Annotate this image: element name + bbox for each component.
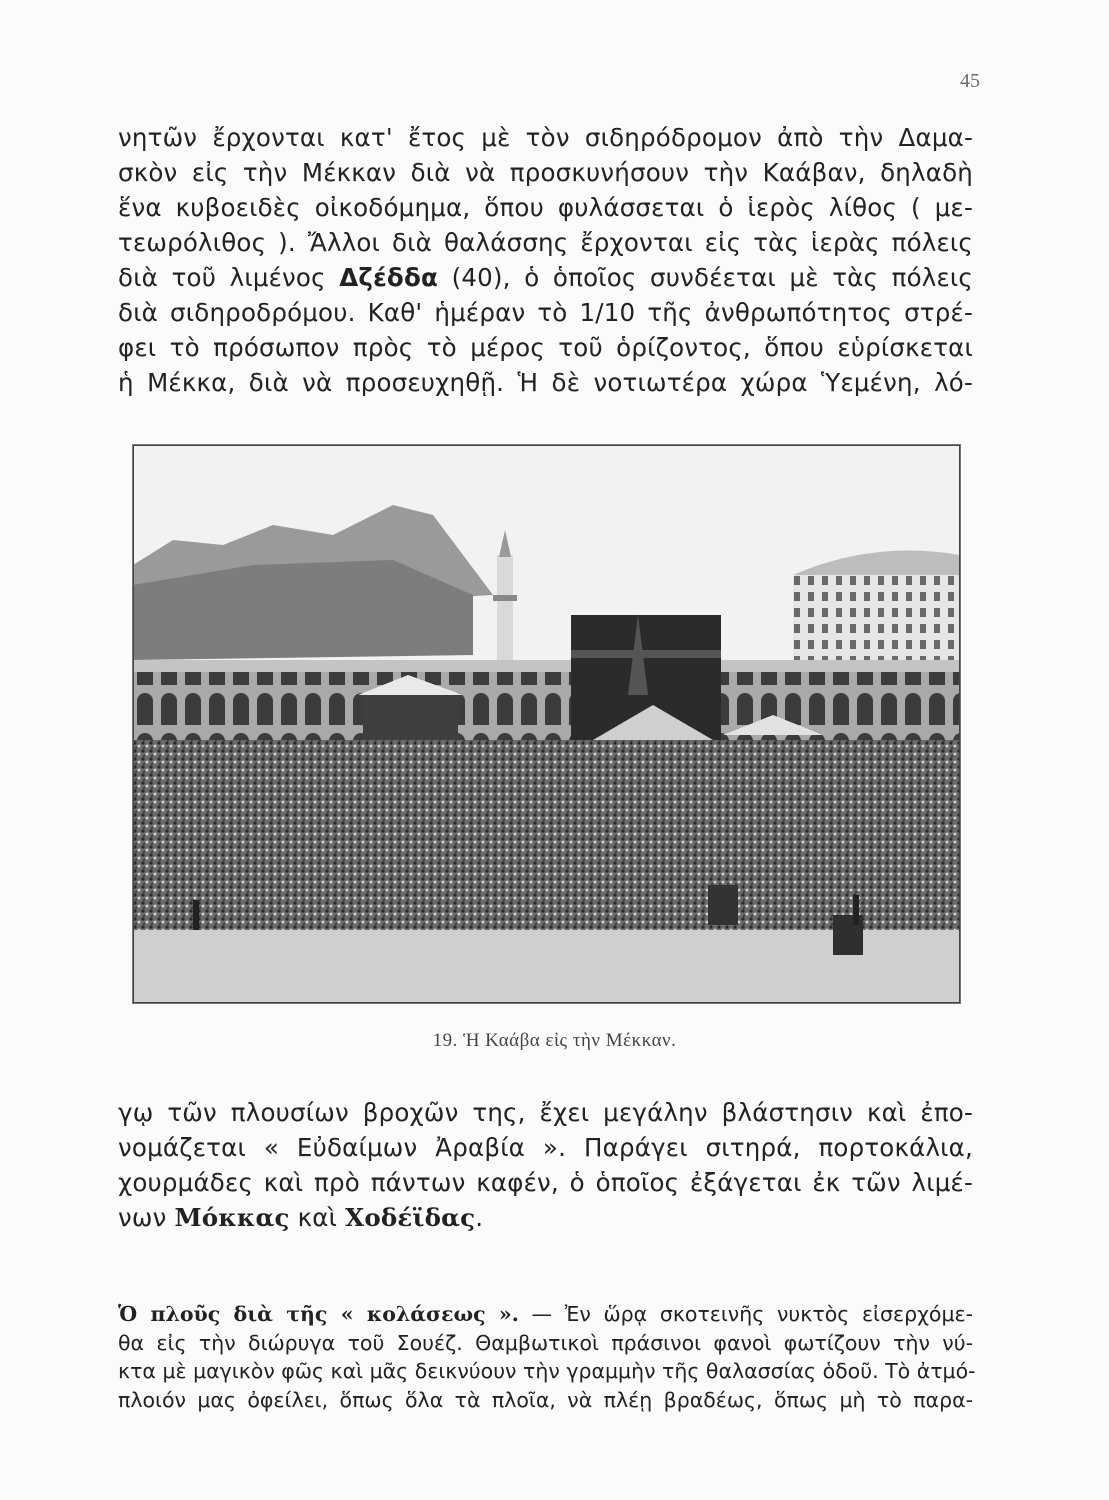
text-line: χουρμάδες καὶ πρὸ πάντων καφέν, ὁ ὁποῖος ἐξάγεται ἐκ τῶν λιμέ-	[118, 1168, 973, 1197]
text-fragment: — Ἐν ὥρᾳ σκοτεινῆς νυκτὸς εἰσερχόμε-	[518, 1302, 973, 1326]
page-number: 45	[960, 70, 980, 92]
text-line	[118, 260, 973, 295]
section-heading: Ὁ πλοῦς διὰ τῆς « κολάσεως ».	[118, 1302, 519, 1326]
text-line: διὰ σιδηροδρόμου. Καθ' ἡμέραν τὸ 1/10 τῆς ἀνθρωπότητος στρέ-	[118, 298, 973, 327]
text-fragment: νων	[118, 1203, 175, 1232]
bold-place-name: Χοδέϊδας	[345, 1203, 476, 1232]
paragraph-small	[118, 1300, 976, 1414]
bold-place-name: Μόκκας	[174, 1203, 290, 1232]
figure-caption: 19. Ἡ Καάβα εἰς τὴν Μέκκαν.	[432, 1030, 677, 1051]
text-line: σκὸν εἰς τὴν Μέκκαν διὰ νὰ προσκυνήσουν τὴν Καάβαν, δηλαδὴ	[118, 158, 973, 187]
text-line: κτα μὲ μαγικὸν φῶς καὶ μᾶς δεικνύουν τὴν γραμμὴν τῆς θαλασσίας ὁδοῦ. Τὸ ἀτμό-	[118, 1359, 976, 1383]
text-line	[118, 1200, 973, 1235]
bold-place-name: Δζέδδα	[339, 263, 439, 292]
photo-illustration	[133, 445, 960, 1003]
text-fragment: διὰ τοῦ λιμένος	[118, 263, 340, 292]
kaaba-photograph	[133, 445, 960, 1003]
text-line: φει τὸ πρόσωπον πρὸς τὸ μέρος τοῦ ὁρίζοντος, ὅπου εὑρίσκεται	[118, 333, 973, 362]
text-line: πλοιόν μας ὀφείλει, ὅπως ὅλα τὰ πλοῖα, νὰ πλέῃ βραδέως, ὅπως μὴ τὸ παρα-	[118, 1387, 973, 1412]
text-fragment: .	[475, 1203, 484, 1232]
text-line: τεωρόλιθος ). Ἄλλοι διὰ θαλάσσης ἔρχονται εἰς τὰς ἱερὰς πόλεις	[118, 228, 973, 257]
text-fragment: καὶ	[289, 1203, 346, 1232]
text-line: ἕνα κυβοειδὲς οἰκοδόμημα, ὅπου φυλάσσεται ὁ ἱερὸς λίθος ( με-	[118, 193, 973, 222]
text-line: ἡ Μέκκα, διὰ νὰ προσευχηθῇ. Ἡ δὲ νοτιωτέρα χώρα Ὑεμένη, λό-	[118, 368, 973, 397]
text-line: νομάζεται « Εὐδαίμων Ἀραβία ». Παράγει σιτηρά, πορτοκάλια,	[118, 1133, 973, 1162]
paragraph-top	[118, 120, 973, 400]
text-line: θα εἰς τὴν διώρυγα τοῦ Σουέζ. Θαμβωτικοὶ πράσινοι φανοὶ φωτίζουν τὴν νύ-	[118, 1330, 973, 1355]
text-line: γῳ τῶν πλουσίων βροχῶν της, ἔχει μεγάλην βλάστησιν καὶ ἐπο-	[118, 1098, 973, 1127]
paragraph-middle	[118, 1095, 973, 1235]
text-line: νητῶν ἔρχονται κατ' ἔτος μὲ τὸν σιδηρόδρομον ἀπὸ τὴν Δαμα-	[118, 123, 973, 152]
text-line	[118, 1300, 973, 1329]
text-fragment: (40), ὁ ὁποῖος συνδέεται μὲ τὰς πόλεις	[438, 263, 973, 292]
